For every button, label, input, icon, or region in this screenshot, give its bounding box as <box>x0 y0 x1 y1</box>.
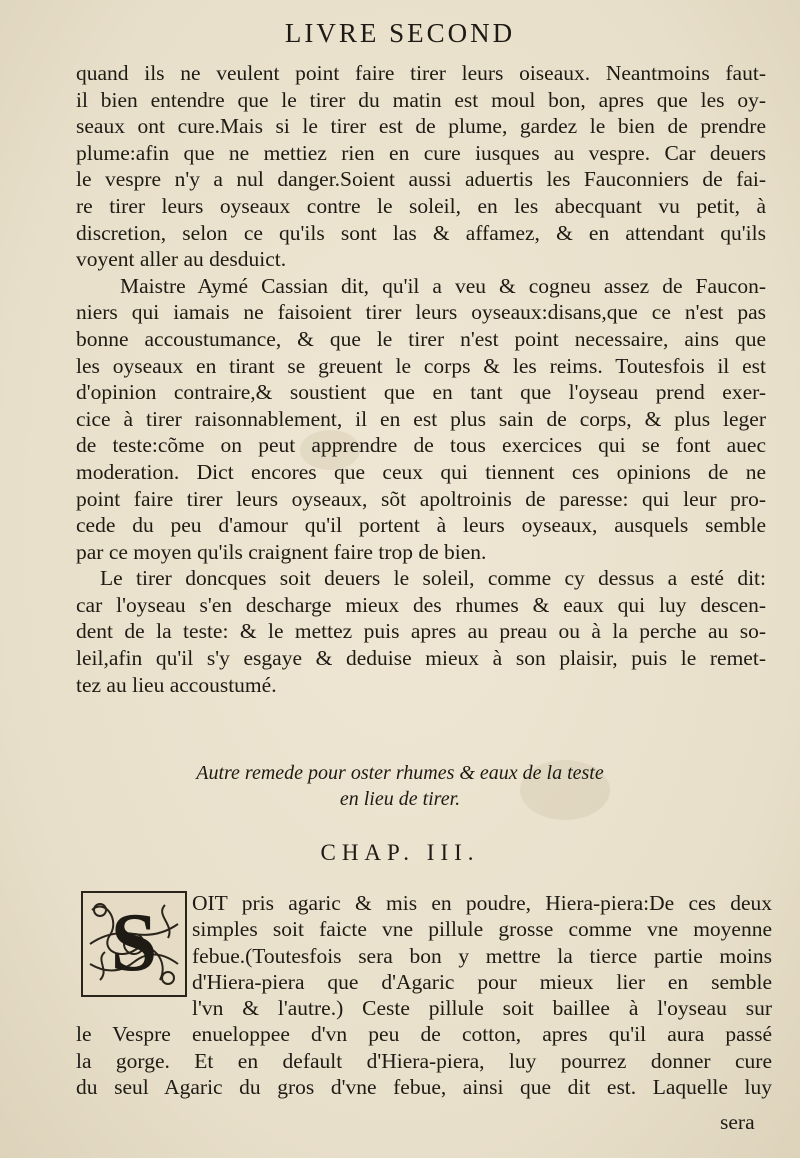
section-subtitle: en lieu de tirer. <box>339 788 461 810</box>
chapter-text <box>76 890 772 1100</box>
text-line: quand ils ne veulent point faire tirer leurs oiseaux. Neantmoins faut- <box>76 61 766 85</box>
text-line: d'Hiera-piera que d'Agaric pour mieux lier en semble <box>192 969 772 994</box>
text-line: tez au lieu accoustumé. <box>76 672 277 697</box>
catchword: sera <box>720 1110 755 1134</box>
text-line: leil,afin qu'il s'y esgaye & deduise mieux à son plaisir, puis le remet- <box>76 646 766 671</box>
text-line: dent de la teste: & le mettez puis apres au preau ou à la perche au so- <box>76 619 766 644</box>
text-line: le Vespre enueloppee d'vn peu de cotton, apres qu'il aura passé <box>76 1022 772 1047</box>
text-line: Maistre Aymé Cassian dit, qu'il a veu & cogneu assez de Faucon- <box>120 273 766 298</box>
text-line: re tirer leurs oyseaux contre le soleil, en les abecquant vu petit, à <box>76 193 766 218</box>
text-line: d'opinion contraire,& soustient que en tant que l'oyseau prend exer- <box>76 380 766 405</box>
text-line: point faire tirer leurs oyseaux, sõt apoltroinis de paresse: qui leur pro- <box>76 486 766 511</box>
svg-text:S: S <box>110 896 158 989</box>
text-line: la gorge. Et en default d'Hiera-piera, luy pourrez donner cure <box>76 1048 772 1073</box>
text-line: le vespre n'y a nul danger.Soient aussi aduertis les Fauconniers de fai- <box>76 167 766 192</box>
text-line: moderation. Dict encores que ceux qui tiennent ces opinions de ne <box>76 459 766 484</box>
text-line: voyent aller au desduict. <box>76 247 287 272</box>
text-line: febue.(Toutesfois sera bon y mettre la tierce partie moins <box>192 943 772 968</box>
text-line: cede du peu d'amour qu'il portent à leurs oyseaux, ausquels semble <box>76 513 766 538</box>
text-line: il bien entendre que le tirer du matin est moul bon, apres que les oy- <box>76 87 766 112</box>
text-line: seaux ont cure.Mais si le tirer est de plume, gardez le bien de prendre <box>76 114 766 139</box>
text-line: Le tirer doncques soit deuers le soleil, comme cy dessus a esté dit: <box>100 566 766 591</box>
text-line: bonne accoustumance, & que le tirer n'est point necessaire, ains que <box>76 326 766 351</box>
text-line: du seul Agaric du gros d'vne febue, ainsi que dit est. Laquelle luy <box>76 1075 772 1100</box>
text-line: niers qui iamais ne faisoient tirer leurs oyseaux:disans,que ce n'est pas <box>76 300 766 325</box>
main-text <box>76 60 766 698</box>
text-line: OIT pris agaric & mis en poudre, Hiera-piera:De ces deux <box>192 891 772 915</box>
text-line: l'vn & l'autre.) Ceste pillule soit baillee à l'oyseau sur <box>192 996 772 1021</box>
text-line: de teste:cõme on peut apprendre de tous exercices qui se font auec <box>76 433 766 458</box>
text-line: par ce moyen qu'ils craignent faire trop de bien. <box>76 539 487 564</box>
text-line: les oyseaux en tirant se greuent le corps & les reims. Toutesfois il est <box>76 353 766 378</box>
text-line: plume:afin que ne mettiez rien en cure iusques au vespre. Car deuers <box>76 140 766 165</box>
text-line: cice à tirer raisonnablement, il en est plus sain de corps, & plus leger <box>76 406 766 431</box>
running-head: LIVRE SECOND <box>284 18 516 48</box>
text-line: discretion, selon ce qu'ils sont las & affamez, & en attendant qu'ils <box>76 220 766 245</box>
section-subtitle: Autre remede pour oster rhumes & eaux de la teste <box>196 762 604 784</box>
text-line: simples soit faicte vne pillule grosse comme vne moyenne <box>192 917 772 942</box>
chapter-heading: CHAP. III. <box>320 840 480 865</box>
text-line: car l'oyseau s'en descharge mieux des rhumes & eaux qui luy descen- <box>76 592 766 617</box>
